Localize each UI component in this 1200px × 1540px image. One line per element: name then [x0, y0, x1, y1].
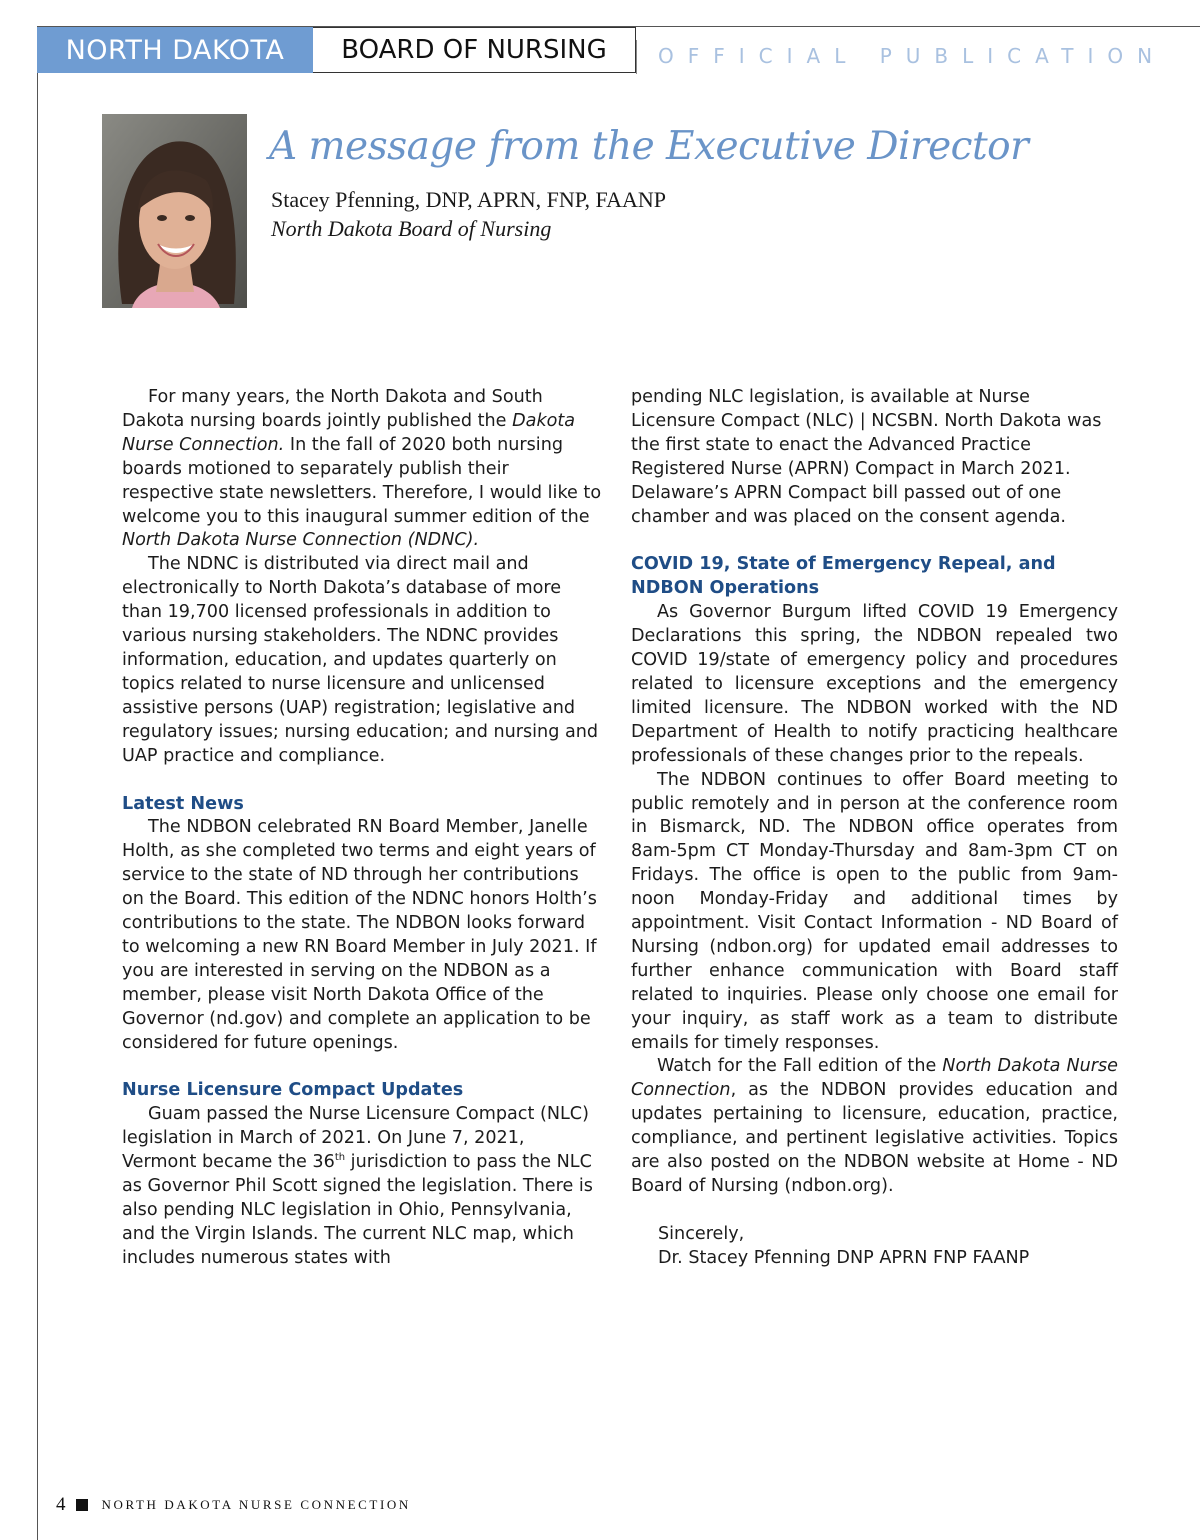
covid-operations-heading: COVID 19, State of Emergency Repeal, and NDBON Operations — [631, 554, 1056, 599]
masthead-board-label: BOARD OF NURSING — [313, 27, 636, 73]
masthead-state-label: NORTH DAKOTA — [37, 27, 313, 73]
author-photo — [102, 114, 247, 308]
signature-line: Dr. Stacey Pfenning DNP APRN FNP FAANP — [658, 1247, 1030, 1268]
page-number: 4 — [56, 1494, 66, 1515]
masthead-divider — [636, 40, 637, 74]
closing-salutation: Sincerely, — [658, 1223, 745, 1244]
body-column-right — [631, 386, 1118, 1271]
masthead-tagline: OFFICIAL PUBLICATION — [658, 44, 1167, 68]
author-organization: North Dakota Board of Nursing — [271, 216, 552, 241]
latest-news-paragraph: The NDBON celebrated RN Board Member, Janelle Holth, as she completed two terms and eight years of service to the state of ND through her contributions on the Board. This edition of the NDNC honors Holth’s contributions to the state. The NDBON looks forward to welcoming a new RN Board Member in July 2021. If you are interested in serving on the NDBON as a member, please visit North Dakota Office of the Governor (nd.gov) and complete an application to be considered for future openings. — [122, 817, 597, 1053]
intro-paragraph-1: For many years, the North Dakota and South Dakota nursing boards jointly published the Dakota Nurse Connection. In the fall of 2020 both nursing boards motioned to separately publish their respective state newsletters. Therefore, I would like to welcome you to this inaugural summer edition of the North Dakota Nurse Connection (NDNC). — [122, 387, 602, 551]
covid-paragraph-2: The NDBON continues to offer Board meeting to public remotely and in person at the conference room in Bismarck, ND. The NDBON office operates from 8am-5pm CT Monday-Thursday and 8am-3pm CT on Fridays. The office is open to the public from 9am-noon Monday-Friday and additional times by appointment. Visit Contact Information - ND Board of Nursing (ndbon.org) for updated email addresses to further enhance communication with Board staff related to inquiries. Please only choose one email for your inquiry, as staff work as a team to distribute emails for timely responses. — [631, 769, 1118, 1053]
body-column-left — [122, 386, 604, 1271]
footer-square-icon — [76, 1499, 88, 1511]
article-title: A message from the Executive Director — [269, 124, 1029, 169]
page-left-rule — [37, 26, 38, 1540]
footer-publication-name: NORTH DAKOTA NURSE CONNECTION — [101, 1497, 411, 1512]
nlc-updates-paragraph: Guam passed the Nurse Licensure Compact (NLC) legislation in March of 2021. On June 7, 2021, Vermont became the 36th jurisdiction to pass the NLC as Governor Phil Scott signed the legislation. There is also pending NLC legislation in Ohio, Pennsylvania, and the Virgin Islands. The current NLC map, which includes numerous states with — [122, 1104, 593, 1268]
covid-paragraph-3: Watch for the Fall edition of the North Dakota Nurse Connection, as the NDBON provides education and updates pertaining to licensure, education, practice, compliance, and pertinent legislative activities. Topics are also posted on the NDBON website at Home - ND Board of Nursing (ndbon.org). — [631, 1056, 1118, 1196]
latest-news-heading: Latest News — [122, 793, 244, 814]
nlc-updates-heading: Nurse Licensure Compact Updates — [122, 1080, 464, 1101]
author-portrait-image — [102, 114, 247, 308]
covid-paragraph-1: As Governor Burgum lifted COVID 19 Emergency Declarations this spring, the NDBON repealed two COVID 19/state of emergency policy and procedures related to licensure exceptions and the emergency limited licensure. The NDBON worked with the ND Department of Health to notify practicing healthcare professionals of these changes prior to the repeals. — [631, 602, 1118, 766]
page-footer — [56, 1494, 411, 1516]
intro-paragraph-2: The NDNC is distributed via direct mail and electronically to North Dakota’s database of more than 19,700 licensed professionals in addition to various nursing stakeholders. The NDNC provides information, education, and updates quarterly on topics related to nurse licensure and unlicensed assistive persons (UAP) registration; legislative and regulatory issues; nursing education; and nursing and UAP practice and compliance. — [122, 554, 599, 766]
author-name: Stacey Pfenning, DNP, APRN, FNP, FAANP — [271, 187, 667, 212]
nlc-updates-continued: pending NLC legislation, is available at Nurse Licensure Compact (NLC) | NCSBN. North Dakota was the first state to enact the Advanced Practice Registered Nurse (APRN) Compact in March 2021. Delaware’s APRN Compact bill passed out of one chamber and was placed on the consent agenda. — [631, 387, 1102, 527]
